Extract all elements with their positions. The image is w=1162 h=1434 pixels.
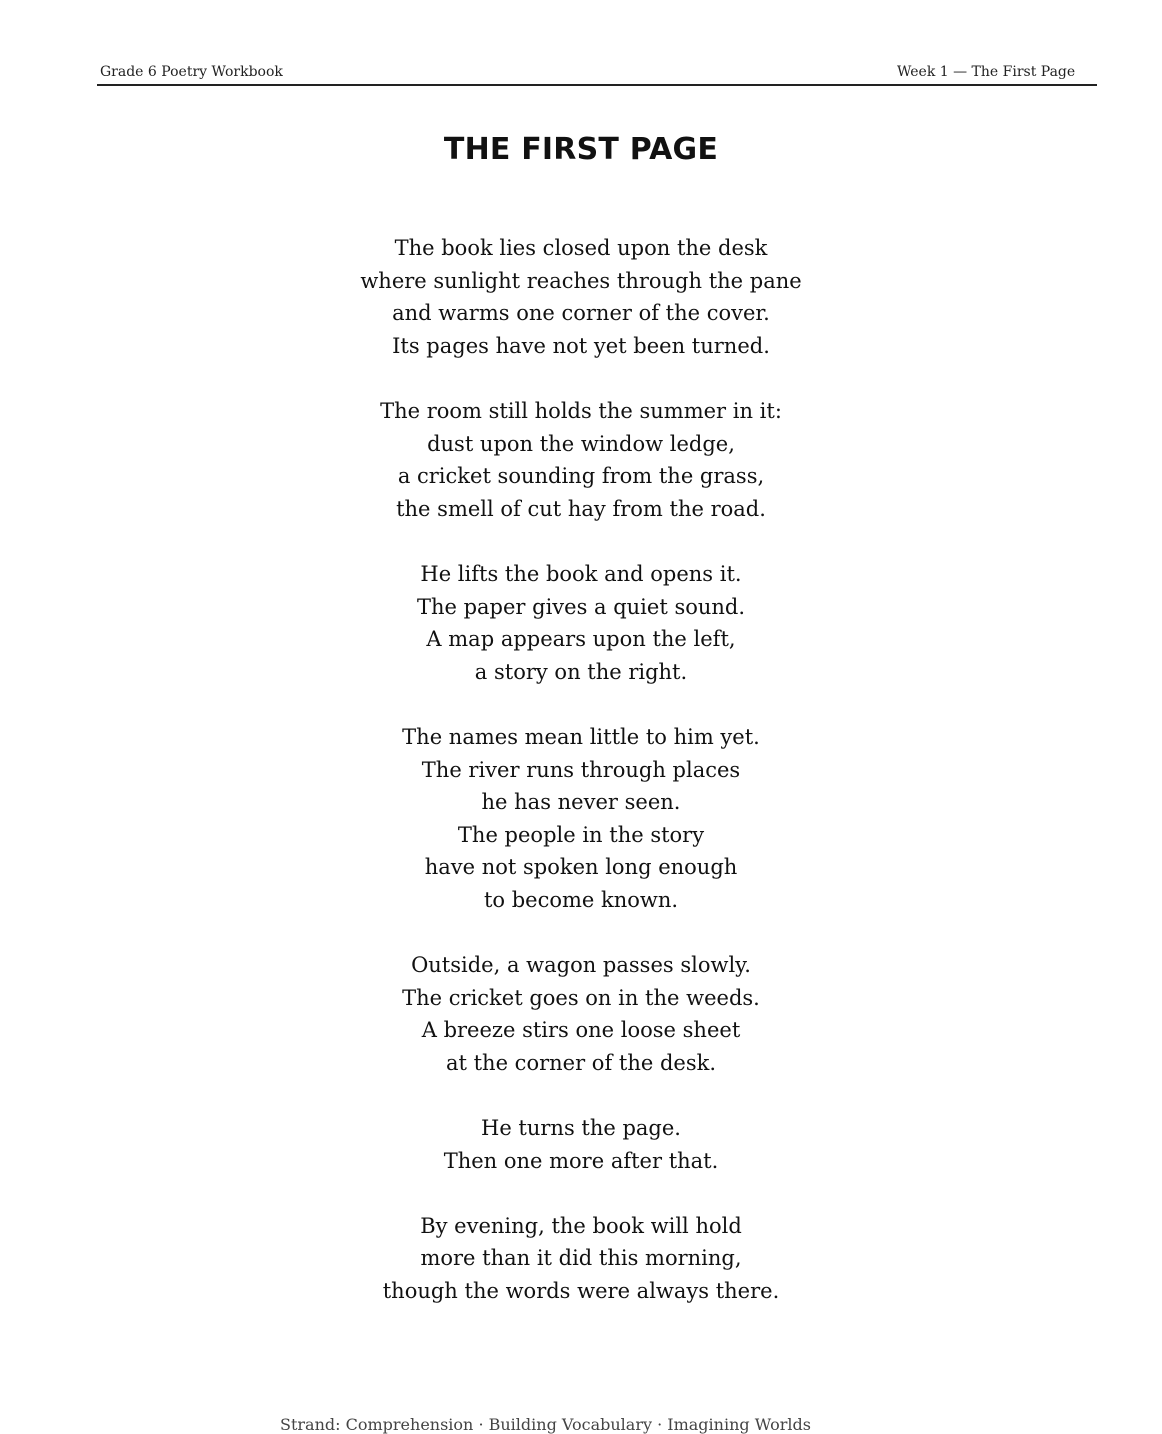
poem-line: to become known. <box>483 887 679 912</box>
page-footer: Strand: Comprehension · Building Vocabulary · Imagining Worlds <box>280 1415 811 1434</box>
poem-body <box>0 232 1162 1308</box>
poem-line: at the corner of the desk. <box>445 1050 717 1075</box>
poem-line: The paper gives a quiet sound. <box>416 594 746 619</box>
poem-line: though the words were always there. <box>382 1279 780 1303</box>
poem-line: Then one more after that. <box>443 1148 719 1173</box>
stanza <box>0 721 1162 917</box>
poem-line: dust upon the window ledge, <box>427 431 735 456</box>
poem-line: He turns the page. <box>481 1116 681 1141</box>
stanza <box>0 395 1162 525</box>
stanza <box>0 1210 1162 1308</box>
poem-line: a story on the right. <box>474 659 688 684</box>
poem-line: where sunlight reaches through the pane <box>360 268 802 293</box>
running-header <box>97 62 1097 86</box>
header-week-label: Week 1 — The First Page <box>897 64 1076 80</box>
poem-line: Its pages have not yet been turned. <box>392 333 770 358</box>
poem-line: The river runs through places <box>421 757 741 782</box>
poem-line: he has never seen. <box>481 790 681 815</box>
stanza <box>0 949 1162 1079</box>
poem-title: THE FIRST PAGE <box>443 132 719 167</box>
poem-line: A map appears upon the left, <box>426 627 736 652</box>
poem-line: A breeze stirs one loose sheet <box>421 1018 741 1043</box>
poem-line: more than it did this morning, <box>420 1246 742 1271</box>
poem-line: He lifts the book and opens it. <box>420 561 742 586</box>
stanza <box>0 1112 1162 1177</box>
header-workbook-title: Grade 6 Poetry Workbook <box>100 64 283 80</box>
poem-line: The book lies closed upon the desk <box>394 236 768 260</box>
stanza <box>0 558 1162 688</box>
poem-line: The people in the story <box>457 822 705 847</box>
poem-line: Outside, a wagon passes slowly. <box>411 953 751 978</box>
poem-line: the smell of cut hay from the road. <box>396 496 766 521</box>
stanza <box>0 232 1162 362</box>
poem-line: The room still holds the summer in it: <box>380 398 782 423</box>
poem-line: The names mean little to him yet. <box>402 724 760 749</box>
poem-line: and warms one corner of the cover. <box>392 301 770 326</box>
poem-line: a cricket sounding from the grass, <box>397 464 765 489</box>
poem-line: have not spoken long enough <box>424 855 738 880</box>
poem-line: By evening, the book will hold <box>420 1213 742 1238</box>
poem-line: The cricket goes on in the weeds. <box>402 985 760 1010</box>
